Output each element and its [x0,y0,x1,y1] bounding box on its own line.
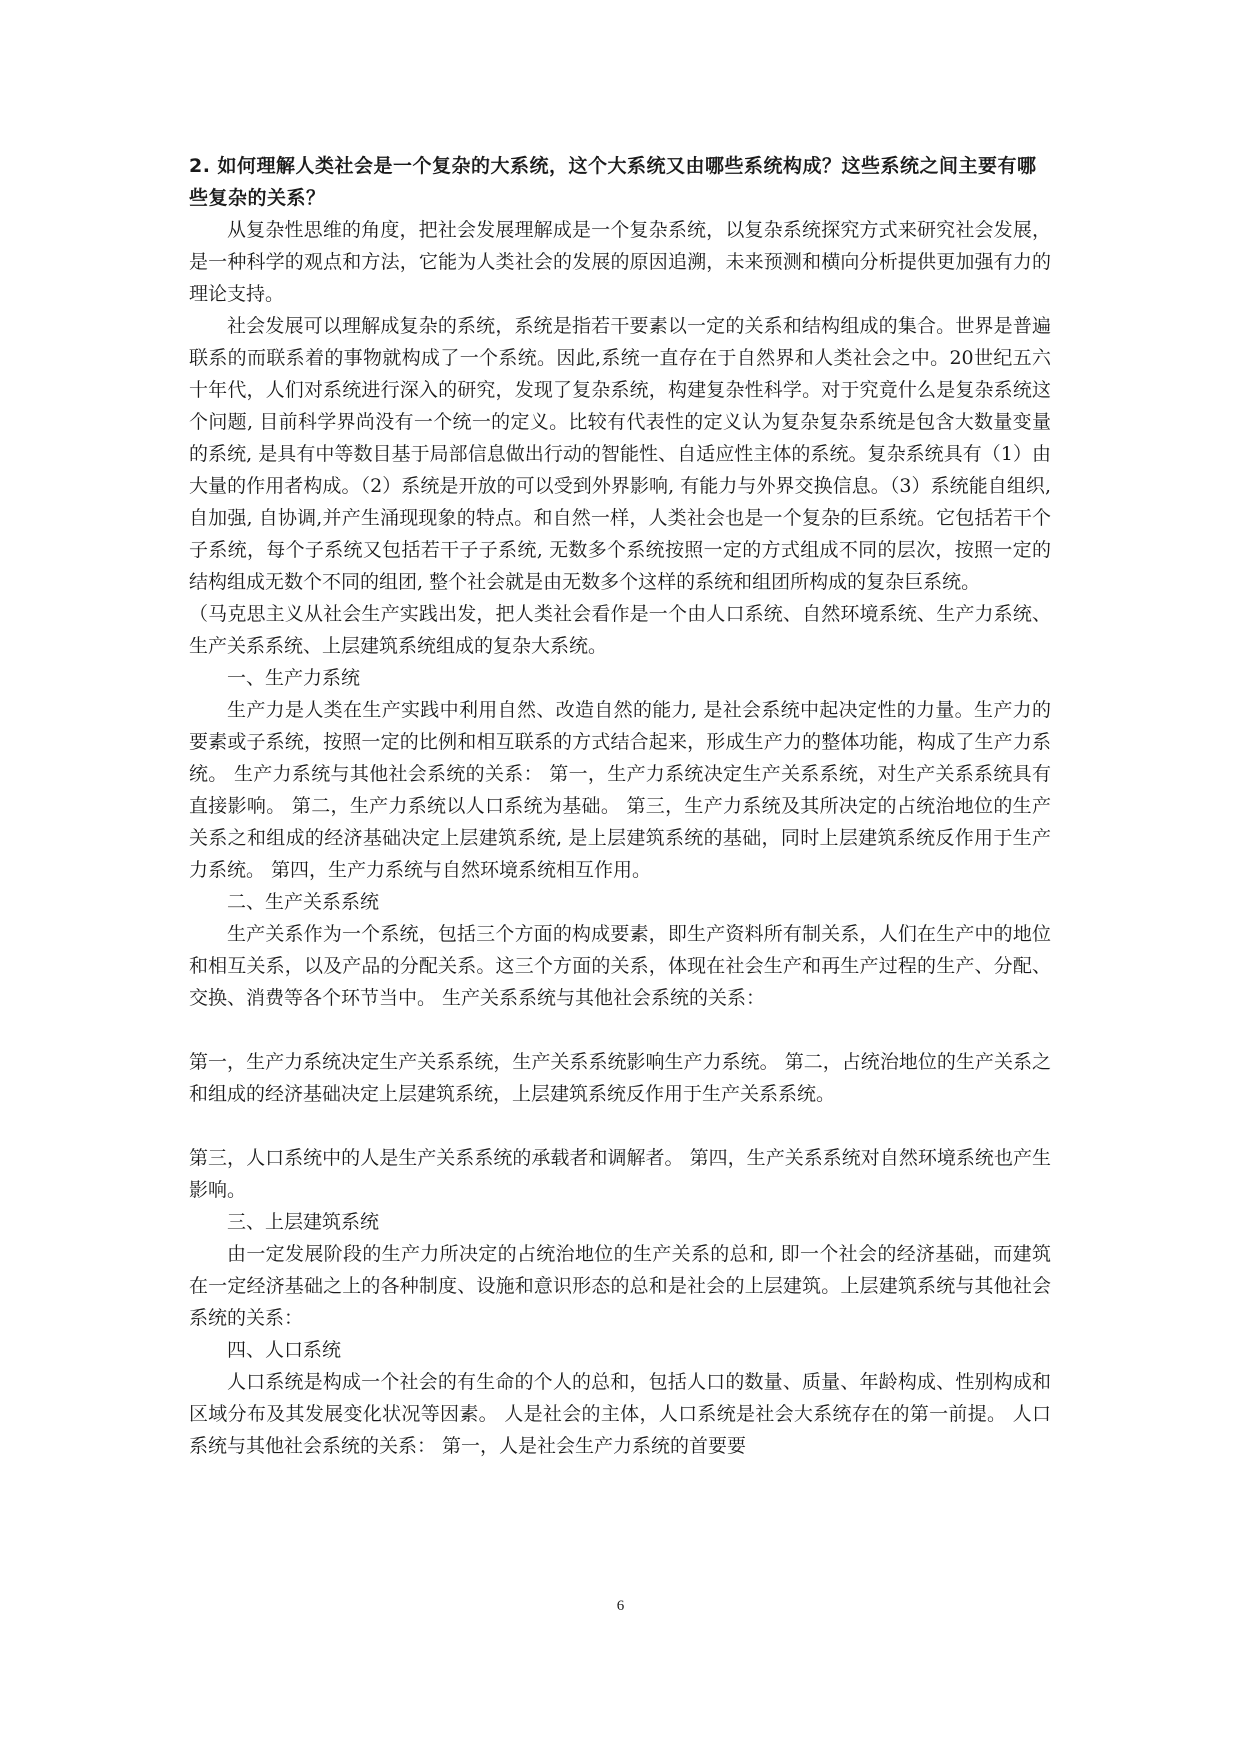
relations-points-one-two: 第一，生产力系统决定生产关系系统，生产关系系统影响生产力系统。 第二，占统治地位的生产关系之和组成的经济基础决定上层建筑系统，上层建筑系统反作用于生产关系系统。 [189,1051,1051,1105]
blank-line [189,1110,1051,1142]
question-heading: 2. 如何理解人类社会是一个复杂的大系统，这个大系统又由哪些系统构成？这些系统之间主要有哪些复杂的关系？ [189,155,1037,209]
section-title-productive-forces: 一、生产力系统 [227,667,361,689]
section-body-superstructure: 由一定发展阶段的生产力所决定的占统治地位的生产关系的总和, 即一个社会的经济基础，而建筑在一定经济基础之上的各种制度、设施和意识形态的总和是社会的上层建筑。上层建筑系统与其他社会系统的关系： [189,1243,1051,1329]
section-body-population: 人口系统是构成一个社会的有生命的个人的总和，包括人口的数量、质量、年龄构成、性别构成和区域分布及其发展变化状况等因素。 人是社会的主体，人口系统是社会大系统存在的第一前提。 人口系统与其他社会系统的关系： 第一，人是社会生产力系统的首要要 [189,1371,1051,1457]
relations-points-three-four: 第三，人口系统中的人是生产关系系统的承载者和调解者。 第四，生产关系系统对自然环境系统也产生影响。 [189,1147,1051,1201]
paragraph-marxism: （马克思主义从社会生产实践出发，把人类社会看作是一个由人口系统、自然环境系统、生产力系统、生产关系系统、上层建筑系统组成的复杂大系统。 [189,603,1051,657]
section-title-population: 四、人口系统 [227,1339,342,1361]
page-number: 6 [616,1598,625,1614]
section-body-relations-of-production: 生产关系作为一个系统，包括三个方面的构成要素，即生产资料所有制关系，人们在生产中的地位和相互关系，以及产品的分配关系。这三个方面的关系，体现在社会生产和再生产过程的生产、分配、交换、消费等各个环节当中。 生产关系系统与其他社会系统的关系： [189,923,1051,1009]
document-body [189,150,1051,1462]
section-title-relations-of-production: 二、生产关系系统 [227,891,380,913]
blank-line [189,1014,1051,1046]
paragraph-complex-system: 社会发展可以理解成复杂的系统，系统是指若干要素以一定的关系和结构组成的集合。世界是普遍联系的而联系着的事物就构成了一个系统。因此,系统一直存在于自然界和人类社会之中。20世纪五六十年代，人们对系统进行深入的研究，发现了复杂系统，构建复杂性科学。对于究竟什么是复杂系统这个问题, 目前科学界尚没有一个统一的定义。比较有代表性的定义认为复杂复杂系统是包含大数量变量的系统, 是具有中等数目基于局部信息做出行动的智能性、自适应性主体的系统。复杂系统具有（1）由大量的作用者构成。（2）系统是开放的可以受到外界影响, 有能力与外界交换信息。（3）系统能自组织, 自加强, 自协调,并产生涌现现象的特点。和自然一样，人类社会也是一个复杂的巨系统。它包括若干个子系统，每个子系统又包括若干子子系统, 无数多个系统按照一定的方式组成不同的层次，按照一定的结构组成无数个不同的组团, 整个社会就是由无数多个这样的系统和组团所构成的复杂巨系统。 [189,315,1051,593]
paragraph-intro: 从复杂性思维的角度，把社会发展理解成是一个复杂系统，以复杂系统探究方式来研究社会发展，是一种科学的观点和方法，它能为人类社会的发展的原因追溯，未来预测和横向分析提供更加强有力的理论支持。 [189,219,1051,305]
section-body-productive-forces: 生产力是人类在生产实践中利用自然、改造自然的能力, 是社会系统中起决定性的力量。生产力的要素或子系统，按照一定的比例和相互联系的方式结合起来，形成生产力的整体功能，构成了生产力系统。 生产力系统与其他社会系统的关系： 第一，生产力系统决定生产关系系统，对生产关系系统具有直接影响。 第二，生产力系统以人口系统为基础。 第三，生产力系统及其所决定的占统治地位的生产关系之和组成的经济基础决定上层建筑系统, 是上层建筑系统的基础，同时上层建筑系统反作用于生产力系统。 第四，生产力系统与自然环境系统相互作用。 [189,699,1051,881]
section-title-superstructure: 三、上层建筑系统 [227,1211,380,1233]
